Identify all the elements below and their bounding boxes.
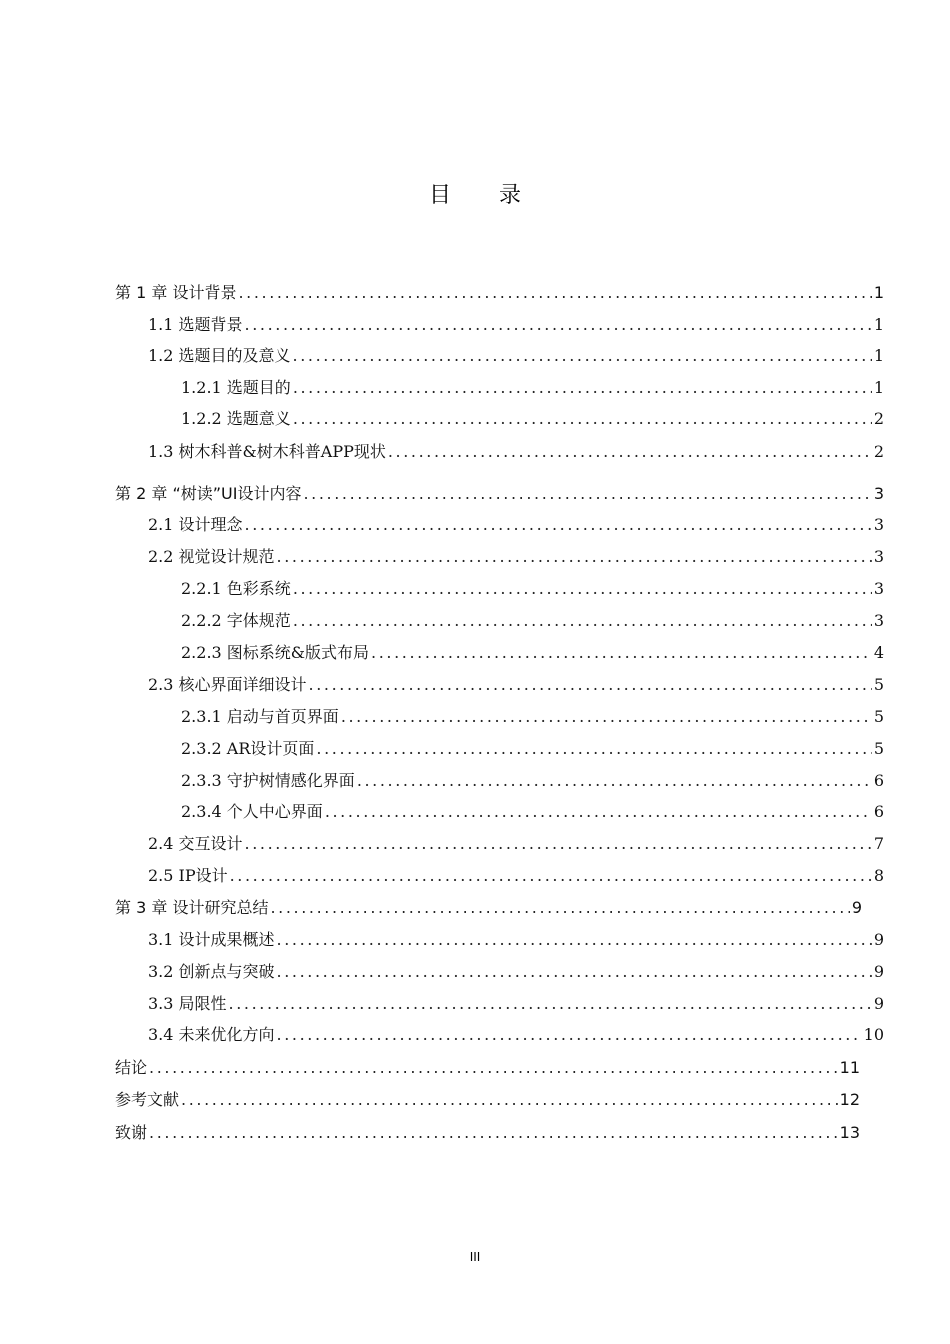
toc-entry[interactable] xyxy=(148,831,884,855)
toc-entry-page-number: 9 xyxy=(873,994,884,1013)
toc-entry-label: 参考文献 xyxy=(115,1090,180,1109)
toc-leader-dots xyxy=(277,1025,862,1044)
toc-entry-label: 2.3 核心界面详细设计 xyxy=(148,675,307,694)
toc-entry-page-number: 5 xyxy=(873,675,884,694)
toc-leader-dots xyxy=(293,409,872,428)
toc-entry[interactable] xyxy=(181,736,884,760)
toc-entry-label: 2.2 视觉设计规范 xyxy=(148,547,275,566)
toc-entry[interactable] xyxy=(181,576,884,600)
toc-entry-page-number: 5 xyxy=(873,739,884,758)
toc-entry-page-number: 1 xyxy=(873,346,884,365)
toc-entry-label: 3.3 局限性 xyxy=(148,994,227,1013)
toc-entry[interactable] xyxy=(148,343,884,367)
toc-leader-dots xyxy=(270,898,849,917)
toc-entry-page-number: 7 xyxy=(873,834,884,853)
toc-entry-page-number: 9 xyxy=(873,962,884,981)
toc-leader-dots xyxy=(245,315,872,334)
toc-leader-dots xyxy=(293,579,872,598)
toc-entry-page-number: 9 xyxy=(873,930,884,949)
toc-leader-dots xyxy=(229,994,872,1013)
toc-leader-dots xyxy=(309,675,872,694)
toc-entry-label: 2.3.4 个人中心界面 xyxy=(181,802,323,821)
toc-entry-page-number: 9 xyxy=(851,898,862,917)
toc-entry[interactable] xyxy=(148,312,884,336)
toc-entry-page-number: 3 xyxy=(873,484,884,503)
toc-leader-dots xyxy=(277,547,872,566)
toc-leader-dots xyxy=(371,643,872,662)
toc-entry-page-number: 11 xyxy=(839,1058,860,1077)
toc-entry-label: 结论 xyxy=(115,1058,148,1077)
toc-leader-dots xyxy=(181,1090,838,1109)
toc-entry-page-number: 1 xyxy=(873,378,884,397)
toc-entry-label: 1.2.2 选题意义 xyxy=(181,409,291,428)
toc-entry-label: 2.5 IP设计 xyxy=(148,866,228,885)
toc-entry-label: 1.2 选题目的及意义 xyxy=(148,346,291,365)
toc-leader-dots xyxy=(149,1123,838,1142)
toc-leader-dots xyxy=(293,611,872,630)
toc-entry-page-number: 3 xyxy=(873,579,884,598)
toc-leader-dots xyxy=(303,484,871,503)
toc-entry-page-number: 6 xyxy=(873,802,884,821)
page-number-footer: III xyxy=(469,1250,481,1264)
toc-entry-page-number: 5 xyxy=(873,707,884,726)
toc-entry-label: 2.1 设计理念 xyxy=(148,515,243,534)
toc-entry-label: 2.3.2 AR设计页面 xyxy=(181,739,315,758)
toc-entry[interactable] xyxy=(115,481,884,505)
toc-entry-label: 3.2 创新点与突破 xyxy=(148,962,275,981)
toc-entry[interactable] xyxy=(148,1022,884,1046)
toc-leader-dots xyxy=(341,707,872,726)
toc-entry-page-number: 4 xyxy=(873,643,884,662)
toc-entry-page-number: 3 xyxy=(873,515,884,534)
toc-leader-dots xyxy=(238,283,871,302)
toc-entry[interactable] xyxy=(181,640,884,664)
toc-entry[interactable] xyxy=(148,959,884,983)
toc-entry-label: 1.3 树木科普&树木科普APP现状 xyxy=(148,442,386,461)
toc-entry[interactable] xyxy=(181,406,884,430)
toc-entry[interactable] xyxy=(148,512,884,536)
toc-leader-dots xyxy=(293,346,872,365)
toc-entry-page-number: 3 xyxy=(873,547,884,566)
toc-entry-label: 第 3 章 设计研究总结 xyxy=(115,898,269,917)
toc-entry-page-number: 3 xyxy=(873,611,884,630)
toc-entry[interactable] xyxy=(181,608,884,632)
page-title: 目录 xyxy=(428,183,569,208)
toc-entry-label: 3.4 未来优化方向 xyxy=(148,1025,275,1044)
toc-entry-page-number: 2 xyxy=(873,442,884,461)
toc-entry[interactable] xyxy=(148,544,884,568)
toc-entry-page-number: 13 xyxy=(839,1123,860,1142)
toc-entry[interactable] xyxy=(148,439,884,463)
toc-entry-label: 2.2.3 图标系统&版式布局 xyxy=(181,643,370,662)
toc-entry[interactable] xyxy=(181,704,884,728)
toc-leader-dots xyxy=(316,739,871,758)
toc-entry-label: 第 2 章 “树读”UI设计内容 xyxy=(115,484,302,503)
toc-entry-label: 2.3.3 守护树情感化界面 xyxy=(181,771,355,790)
toc-entry-label: 第 1 章 设计背景 xyxy=(115,283,237,302)
toc-leader-dots xyxy=(277,962,872,981)
toc-entry-page-number: 6 xyxy=(873,771,884,790)
toc-entry[interactable] xyxy=(148,927,884,951)
toc-leader-dots xyxy=(325,802,872,821)
toc-entry-page-number: 12 xyxy=(839,1090,860,1109)
toc-leader-dots xyxy=(149,1058,838,1077)
toc-leader-dots xyxy=(245,834,872,853)
toc-entry[interactable] xyxy=(115,1087,860,1111)
toc-entry-label: 3.1 设计成果概述 xyxy=(148,930,275,949)
toc-entry-label: 2.2.1 色彩系统 xyxy=(181,579,291,598)
toc-entry-label: 1.2.1 选题目的 xyxy=(181,378,291,397)
toc-entry-label: 致谢 xyxy=(115,1123,148,1142)
toc-leader-dots xyxy=(245,515,872,534)
toc-leader-dots xyxy=(277,930,872,949)
toc-leader-dots xyxy=(293,378,872,397)
toc-entry[interactable] xyxy=(181,375,884,399)
toc-leader-dots xyxy=(230,866,872,885)
toc-entry-label: 2.4 交互设计 xyxy=(148,834,243,853)
toc-entry-label: 1.1 选题背景 xyxy=(148,315,243,334)
toc-entry-page-number: 10 xyxy=(863,1025,884,1044)
toc-entry-page-number: 2 xyxy=(873,409,884,428)
toc-entry[interactable] xyxy=(115,280,884,304)
toc-entry-label: 2.3.1 启动与首页界面 xyxy=(181,707,339,726)
toc-entry-page-number: 1 xyxy=(873,315,884,334)
toc-entry[interactable] xyxy=(115,895,862,919)
toc-entry-label: 2.2.2 字体规范 xyxy=(181,611,291,630)
toc-entry[interactable] xyxy=(148,863,884,887)
toc-entry[interactable] xyxy=(115,1055,860,1079)
toc-entry-page-number: 1 xyxy=(873,283,884,302)
toc-entry[interactable] xyxy=(148,672,884,696)
toc-leader-dots xyxy=(388,442,872,461)
toc-leader-dots xyxy=(357,771,872,790)
toc-entry[interactable] xyxy=(148,991,884,1015)
toc-entry[interactable] xyxy=(181,768,884,792)
toc-entry[interactable] xyxy=(181,799,884,823)
toc-entry[interactable] xyxy=(115,1120,860,1144)
toc-entry-page-number: 8 xyxy=(873,866,884,885)
